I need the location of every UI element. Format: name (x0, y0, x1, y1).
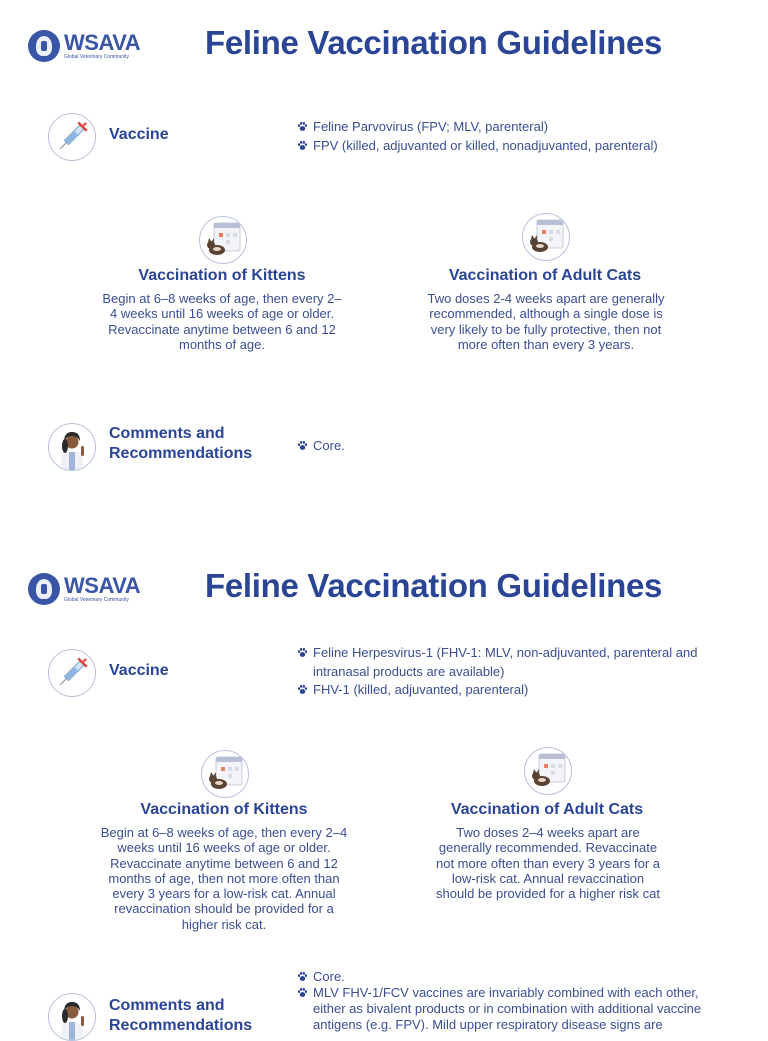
vaccine-item: FHV-1 (killed, adjuvanted, parenteral) (297, 681, 727, 700)
paw-icon (297, 684, 308, 695)
comments-label: Comments and Recommendations (109, 425, 253, 462)
wsava-logo (28, 573, 140, 605)
kittens-title: Vaccination of Kittens (140, 801, 308, 818)
kittens-text: Begin at 6–8 weeks of age, then every 2–4 weeks until 16 weeks of age or older. Revaccinate anytime between 6 and 12 months of age. (102, 291, 342, 352)
logo-tagline: Global Veterinary Community (64, 54, 130, 60)
paw-icon (297, 971, 308, 982)
veterinarian-icon (48, 993, 96, 1041)
wsava-logo-icon (28, 30, 60, 62)
vaccine-label: Vaccine (109, 662, 169, 679)
paw-icon (297, 987, 308, 998)
kittens-text: Begin at 6–8 weeks of age, then every 2–4 weeks until 16 weeks of age or older. Revaccinate anytime between 6 and 12 months of age, then not more often than every 3 years for a low-risk cat. Annual revaccination should be provided for a higher risk cat. (100, 825, 348, 932)
wsava-logo-icon (28, 573, 60, 605)
calendar-kitten-icon (199, 216, 247, 264)
logo-name: WSAVA (64, 30, 141, 55)
vaccine-item: FPV (killed, adjuvanted or killed, nonadjuvanted, parenteral) (297, 137, 737, 156)
syringe-icon (48, 113, 96, 161)
paw-icon (297, 140, 308, 151)
adults-title: Vaccination of Adult Cats (450, 801, 644, 818)
wsava-logo (28, 30, 140, 62)
logo-name: WSAVA (64, 573, 141, 598)
adults-text: Two doses 2–4 weeks apart are generally recommended. Revaccinate not more often than every 3 years for a low-risk cat. Annual revaccination should be provided for a higher risk cat (435, 825, 660, 902)
veterinarian-icon (48, 423, 96, 471)
adults-title: Vaccination of Adult Cats (448, 267, 642, 284)
calendar-cat-icon (522, 213, 570, 261)
page-title: Feline Vaccination Guidelines (205, 567, 663, 604)
vaccine-item: Feline Parvovirus (FPV; MLV, parenteral) (297, 118, 737, 137)
vaccine-item: Feline Herpesvirus-1 (FHV-1: MLV, non-adjuvanted, parenteral and intranasal products are available) (297, 644, 727, 681)
kittens-title: Vaccination of Kittens (138, 267, 306, 284)
vaccine-label: Vaccine (109, 126, 169, 143)
guideline-section-1 (0, 0, 768, 520)
comments-list (297, 969, 733, 1033)
page-title: Feline Vaccination Guidelines (205, 24, 663, 61)
guideline-section-2 (0, 543, 768, 1034)
comment-item: Core. (297, 969, 733, 985)
adults-text: Two doses 2-4 weeks apart are generally recommended, although a single dose is very likely to be fully protective, then not more often than every 3 years. (427, 291, 665, 352)
paw-icon (297, 121, 308, 132)
calendar-cat-icon (524, 747, 572, 795)
comment-item: Core. (297, 437, 737, 456)
paw-icon (297, 440, 308, 451)
vaccine-list (297, 644, 727, 700)
comments-label: Comments and Recommendations (109, 997, 253, 1034)
logo-tagline: Global Veterinary Community (64, 597, 130, 603)
comment-item: MLV FHV-1/FCV vaccines are invariably combined with each other, either as bivalent products or in combination with additional vaccine antigens (e.g. FPV). Mild upper respiratory disease signs are (297, 985, 733, 1033)
calendar-kitten-icon (201, 750, 249, 798)
vaccine-list (297, 118, 737, 155)
comments-list (297, 437, 737, 456)
syringe-icon (48, 649, 96, 697)
paw-icon (297, 647, 308, 658)
